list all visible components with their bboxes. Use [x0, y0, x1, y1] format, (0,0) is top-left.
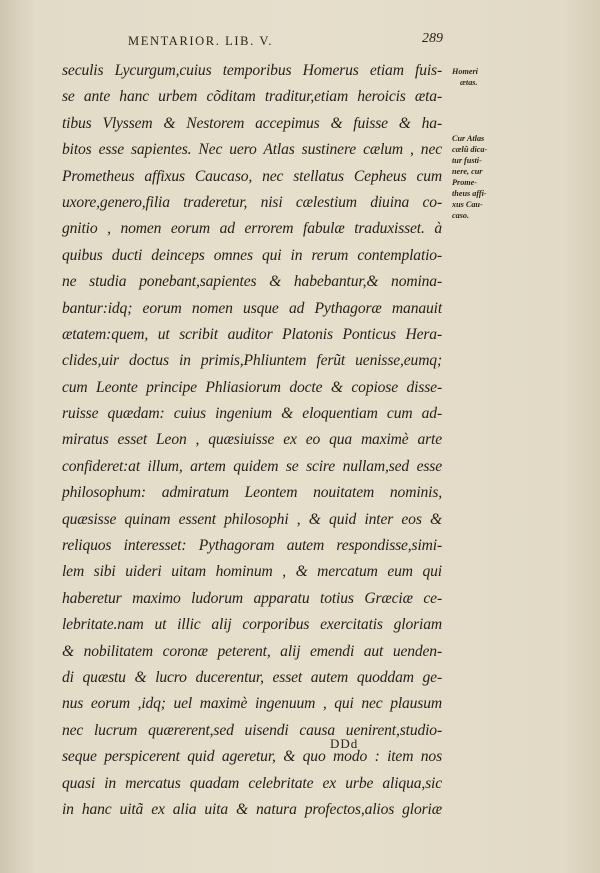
text-line: confideret:at illum, artem quidem se scire nullam,sed esse	[62, 457, 442, 475]
text-line: di quæstu & lucro ducerentur, esset autem quoddam ge-	[62, 668, 442, 686]
text-line: lem sibi uideri uitam hominum , & mercatum eum qui	[62, 563, 442, 581]
text-line: & nobilitatem coronæ peterent, alij emendi aut uenden-	[62, 642, 442, 660]
page-number: 289	[422, 31, 443, 46]
text-line: miratus esset Leon , quæsiuisse ex eo qua maximè arte	[62, 431, 442, 449]
text-line: reliquos interesset: Pythagoram autem respondisse,simi-	[62, 537, 442, 555]
text-line: Prometheus affixus Caucaso, nec stellatus Cepheus cum	[62, 167, 442, 185]
margin-note-homeri	[452, 66, 478, 88]
margin-note-line: nere, cur	[452, 167, 483, 176]
text-line: bantur:idq; eorum nomen usque ad Pythagoræ manauit	[62, 299, 442, 317]
text-line: quæsisse quinam essent philosophi , & quid inter eos &	[62, 510, 442, 528]
text-line: tibus Vlyssem & Nestorem accepimus & fuisse & ha-	[62, 114, 442, 132]
margin-note-line: caso.	[452, 211, 470, 220]
text-line: in hanc uitã ex alia uita & natura profectos,alios gloriæ	[62, 800, 442, 818]
margin-note-line: theus affi-	[452, 189, 487, 198]
margin-note-atlas	[452, 133, 487, 221]
text-line: seculis Lycurgum,cuius temporibus Homerus etiam fuis-	[62, 62, 442, 79]
text-line: clides,uir doctus in primis,Phliuntem ferũt uenisse,eumq;	[62, 352, 442, 370]
text-line: ne studia ponebant,sapientes & habebantur,& nomina-	[62, 273, 442, 291]
running-head-title: MENTARIOR. LIB. V.	[128, 34, 274, 48]
body-text	[62, 58, 442, 823]
text-line: ruisse quædam: cuius ingenium & eloquentiam cum ad-	[62, 405, 442, 423]
margin-note-line: Homeri	[452, 67, 478, 76]
text-line: se ante hanc urbem cõditam traditur,etiam heroicis æta-	[62, 88, 442, 106]
text-line: haberetur maximo ludorum apparatu totius Græciæ ce-	[62, 589, 442, 607]
margin-note-line: Prome-	[452, 178, 478, 187]
text-line: uxore,genero,filia traderetur, nisi cælestium diuina co-	[62, 193, 442, 211]
text-line: nus eorum ,idq; uel maximè ingenuum , qui nec plausum	[62, 695, 442, 713]
signature-mark: DDd	[330, 736, 359, 751]
text-line: quibus ducti deinceps omnes qui in rerum contemplatio-	[62, 246, 442, 264]
text-line: philosophum: admiratum Leontem nouitatem nominis,	[62, 484, 442, 502]
text-line: cum Leonte principe Phliasiorum docte & copiose disse-	[62, 378, 442, 396]
text-line: ætatem:quem, ut scribit auditor Platonis Ponticus Hera-	[62, 325, 442, 343]
text-line: seque perspicerent quid ageretur, & quo modo : item nos	[62, 748, 442, 766]
margin-note-line: cælũ dica-	[452, 145, 488, 154]
text-line: lebritate.nam ut illic alij corporibus exercitatis gloriam	[62, 616, 442, 634]
margin-note-line: tur fusti-	[452, 156, 482, 165]
running-head	[128, 31, 443, 50]
margin-note-line: xus Cau-	[452, 200, 483, 209]
text-line: quasi in mercatus quadam celebritate ex urbe aliqua,sic	[62, 774, 442, 792]
margin-note-line: Cur Atlas	[452, 134, 485, 143]
text-line: bitos esse sapientes. Nec uero Atlas sustinere cælum , nec	[62, 141, 442, 159]
text-line: gnitio , nomen eorum ad errorem fabulæ traduxisset. à	[62, 220, 442, 238]
margin-note-line: ætas.	[460, 78, 478, 87]
text-line: nec lucrum quærerent,sed uisendi causa uenirent,studio-	[62, 721, 442, 739]
